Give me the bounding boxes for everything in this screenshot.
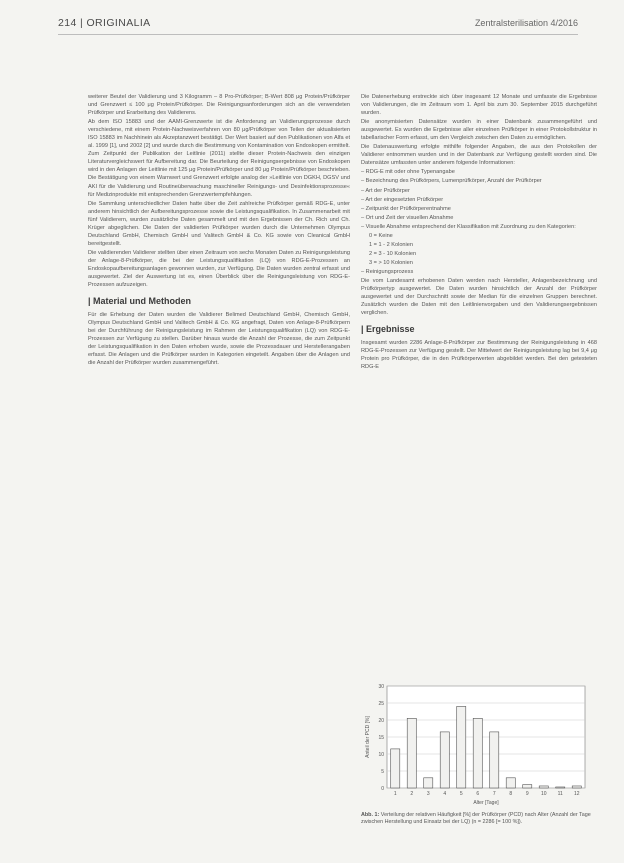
running-header-right: Zentralsterilisation 4/2016 — [474, 18, 578, 28]
list-item: – Art der Prüfkörper — [361, 187, 410, 194]
x-tick-label: 4 — [443, 791, 447, 797]
caption-label: Abb. 1: — [361, 812, 380, 818]
section-heading-methods: | Material und Methoden — [88, 296, 192, 307]
paragraph: Insgesamt wurden 2286 Anlage-8-Prüfkörper zur Bestimmung der Reinigungsleistung in 468 RDG-E-Prozessen zur Verfügung gestellt. Der Mittelwert der Reinigungsleistung lag bei 9,4 μg Protein pro Prüfkörper, die in den Prüfkörperwerten abgebildet werden. Bei den getesteten RDG-E — [361, 340, 597, 371]
bar-chart — [361, 678, 597, 810]
y-tick-label: 25 — [378, 701, 384, 707]
paragraph: Die Datenauswertung erfolgte mithilfe folgender Angaben, die aus den Protokollen der Validierer entnommen wurden und in der Datenbank zur Verfügung gestellt worden sind. Die Datensätze umfassten unter anderem folgende Informationen: — [361, 144, 597, 167]
sub-list-item: 2 = 3 - 10 Kolonien — [369, 250, 417, 257]
list-item: – Reinigungsprozess — [361, 268, 414, 275]
x-tick-label: 6 — [476, 791, 480, 797]
bar — [539, 786, 548, 788]
bar — [457, 706, 466, 788]
sub-list-item: 3 = > 10 Kolonien — [369, 259, 413, 266]
list-item: – Zeitpunkt der Prüfkörperentnahme — [361, 205, 451, 212]
section-heading-results: | Ergebnisse — [361, 324, 415, 335]
left-column — [88, 93, 350, 368]
figure-caption — [361, 812, 597, 827]
list-item: – RDG-E mit oder ohne Typenangabe — [361, 169, 455, 176]
bar — [523, 785, 532, 788]
x-tick-label: 2 — [410, 791, 414, 797]
x-tick-label: 8 — [509, 791, 513, 797]
sub-list-item: 1 = 1 - 2 Kolonien — [369, 241, 414, 248]
paragraph: Die validierenden Validierer stellten über einen Zeitraum von sechs Monaten Daten zu Reinigungsleistung der Anlage-8-Prüfkörper, die bei der Leistungsqualifikation (LQ) von RDG-E-Prozessen an Endoskopaufbereitungsanlagen gewonnen wurden, zur Verfügung. Die Daten wurden zentral erfasst und ausgewertet. Ziel der Auswertung ist es, einen Überblick über die Reinigungsleistung von RDG-E-Prozessen aufzuzeigen. — [88, 249, 350, 289]
figure-bar-chart — [361, 678, 597, 863]
caption-text: Verteilung der relativen Häufigkeit [%] der Prüfkörper (PCD) nach Alter (Anzahl der Tage zwischen Herstellung und Einsatz bei der LQ) (n = 2286 [= 100 %]). — [361, 812, 591, 826]
paragraph: Ab dem ISO 15883 und der AAMI-Grenzwerte ist die Anforderung an Validierungsprozesse durch verschiedene, mit einem Protein-Nachweisverfahren von 80 μg/Prüfkörper von Teilen der aktualisierten ISO 15883 im Nachhinein als Akzeptanzwert bestätigt. Der Wert basiert auf den Publikationen von Alfa et al. 1999 [1], und 2002 [2] und wurde durch die Bestimmung von Kontamination von Endoskopen ermittelt. Zum Zeitpunkt der Publikation der Leitlinie (2011) stellte dieser Protein-Nachweis den einzigen Literaturvergleichswert für Aufbereitung dar. Die Beurteilung der Reinigungsergebnisse von Endoskopen wird in den Anlagen der Leitlinie mit 125 μg Protein/Prüfkörper und 80 μg Protein/Prüfkörper beschrieben. Die Bestätigung von einem Warnwert und Grenzwert erfolgte analog der »Leitlinie von DGKH, DGSV und AKI für die Validierung und Routineüberwachung maschineller Reinigungs- und Desinfektionsprozesse« für Medizinprodukte mit entsprechenden Grenzwertempfehlungen. — [88, 119, 350, 198]
y-tick-label: 5 — [381, 769, 384, 775]
x-tick-label: 12 — [573, 791, 580, 797]
y-tick-label: 15 — [378, 735, 384, 741]
list-item: – Art der eingesetzten Prüfkörper — [361, 196, 444, 203]
paragraph: Die vom Landesamt erhobenen Daten werden nach Hersteller, Anlagenbezeichnung und Prüfkörpertyp ausgewertet. Die Daten wurden hinsichtlich der Anzahl der Prüfkörper ausgewertet und der Durchschnitt sowie der Median für die einzelnen Gruppen berechnet. Zusätzlich wurden die Daten mit den Leitlinienvorgaben und den Validierungsergebnissen verglichen. — [361, 277, 597, 317]
x-tick-label: 5 — [459, 791, 463, 797]
list-item: – Visuelle Abnahme entsprechend der Klassifikation mit Zuordnung zu den Kategorien: — [361, 223, 576, 230]
x-tick-label: 3 — [426, 791, 430, 797]
paragraph: Die anonymisierten Datensätze wurden in einer Datenbank zusammengeführt und ausgewertet. Es wurden die Ergebnisse aller einzelnen Prüfkörper in einer Protokollstruktur in tabellarischer Form erfasst, um den Vergleich zwischen den Daten zu ermöglichen. — [361, 119, 597, 142]
y-axis-label: Anteil der PCD [%] — [365, 716, 371, 758]
y-tick-label: 20 — [378, 718, 384, 724]
x-tick-label: 10 — [540, 791, 547, 797]
bar — [391, 749, 400, 788]
right-column — [361, 93, 597, 372]
x-tick-label: 9 — [525, 791, 529, 797]
y-tick-label: 0 — [381, 786, 384, 792]
paragraph: Die Datenerhebung erstreckte sich über insgesamt 12 Monate und umfasste die Ergebnisse von Validierungen, die im Zeitraum vom 1. April bis zum 30. September 2015 durchgeführt wurden. — [361, 94, 597, 117]
bar — [506, 778, 515, 788]
bar — [424, 778, 433, 788]
list-item: – Ort und Zeit der visuellen Abnahme — [361, 214, 454, 221]
paragraph: Die Sammlung unterschiedlicher Daten hatte über die Zeit zahlreiche Prüfkörper gemäß RDG-E, unter anderem hinsichtlich der Aufbereitungsprozesse sowie die Leistungsqualifikation. In Zusammenarbeit mit fünf Validierern, wurden zusätzliche Daten gesammelt und mit den Ergebnissen der Ch. Rich und Ch. Krüger abgeglichen. Die Daten der validierten Prüfkörper wurden durch die Unternehmen Olympus Deutschland GmbH, Chemisch GmbH und Valitech GmbH & Co. KG sowie von Cleanical GmbH bereitgestellt. — [88, 200, 350, 247]
bar — [407, 718, 416, 788]
x-tick-label: 1 — [393, 791, 397, 797]
paragraph: weiterer Beutel der Validierung und 3 Kilogramm – 8 Pro-Prüfkörper; B-Wert 808 μg Protein/Prüfkörper und Grenzwert ≤ 100 μg Protein/Prüfkörper. Die Reinigungsanforderungen sich an die verwendeten Prüfkörper und Erarbeitung des Validierens. — [88, 94, 350, 117]
y-tick-label: 30 — [378, 684, 384, 690]
bar — [556, 787, 565, 788]
bar — [490, 732, 499, 788]
running-header-left: 214 | ORIGINALIA — [58, 17, 151, 29]
bar — [572, 786, 581, 788]
header-rule — [58, 34, 578, 35]
x-tick-label: 7 — [492, 791, 496, 797]
y-tick-label: 10 — [378, 752, 384, 758]
sub-list-item: 0 = Keine — [369, 232, 393, 239]
x-axis-label: Alter [Tage] — [473, 800, 499, 806]
bar — [440, 732, 449, 788]
list-item: – Bezeichnung des Prüfkörpers, Lumenprüfkörper, Anzahl der Prüfkörper — [361, 178, 542, 185]
bar — [473, 718, 482, 788]
x-tick-label: 11 — [557, 791, 563, 797]
bullet-list — [361, 168, 597, 276]
paragraph: Für die Erhebung der Daten wurden die Validierer Belimed Deutschland GmbH, Chemisch GmbH, Olympus Deutschland GmbH und Valitech GmbH & Co. KG angefragt, Daten von Anlage-8-Prüfkörpern bei der Durchführung der Reinigungsleistung im Rahmen der Leistungsqualifikation (LQ) von RDG-E-Prozessen zur Verfügung zu stellen. Darüber hinaus wurde die Anzahl der Prozesse, die zum Zeitpunkt der Leistungsqualifikation in den Daten erhoben wurde, sowie die Prozessdauer und Herstellerangaben erfasst. Die Anlagen und die Prüfkörper wurden in Kategorien eingeteilt. Angaben über die Anlagen und die Anzahl der Prüfkörper wurden zusammengeführt. — [88, 312, 350, 367]
